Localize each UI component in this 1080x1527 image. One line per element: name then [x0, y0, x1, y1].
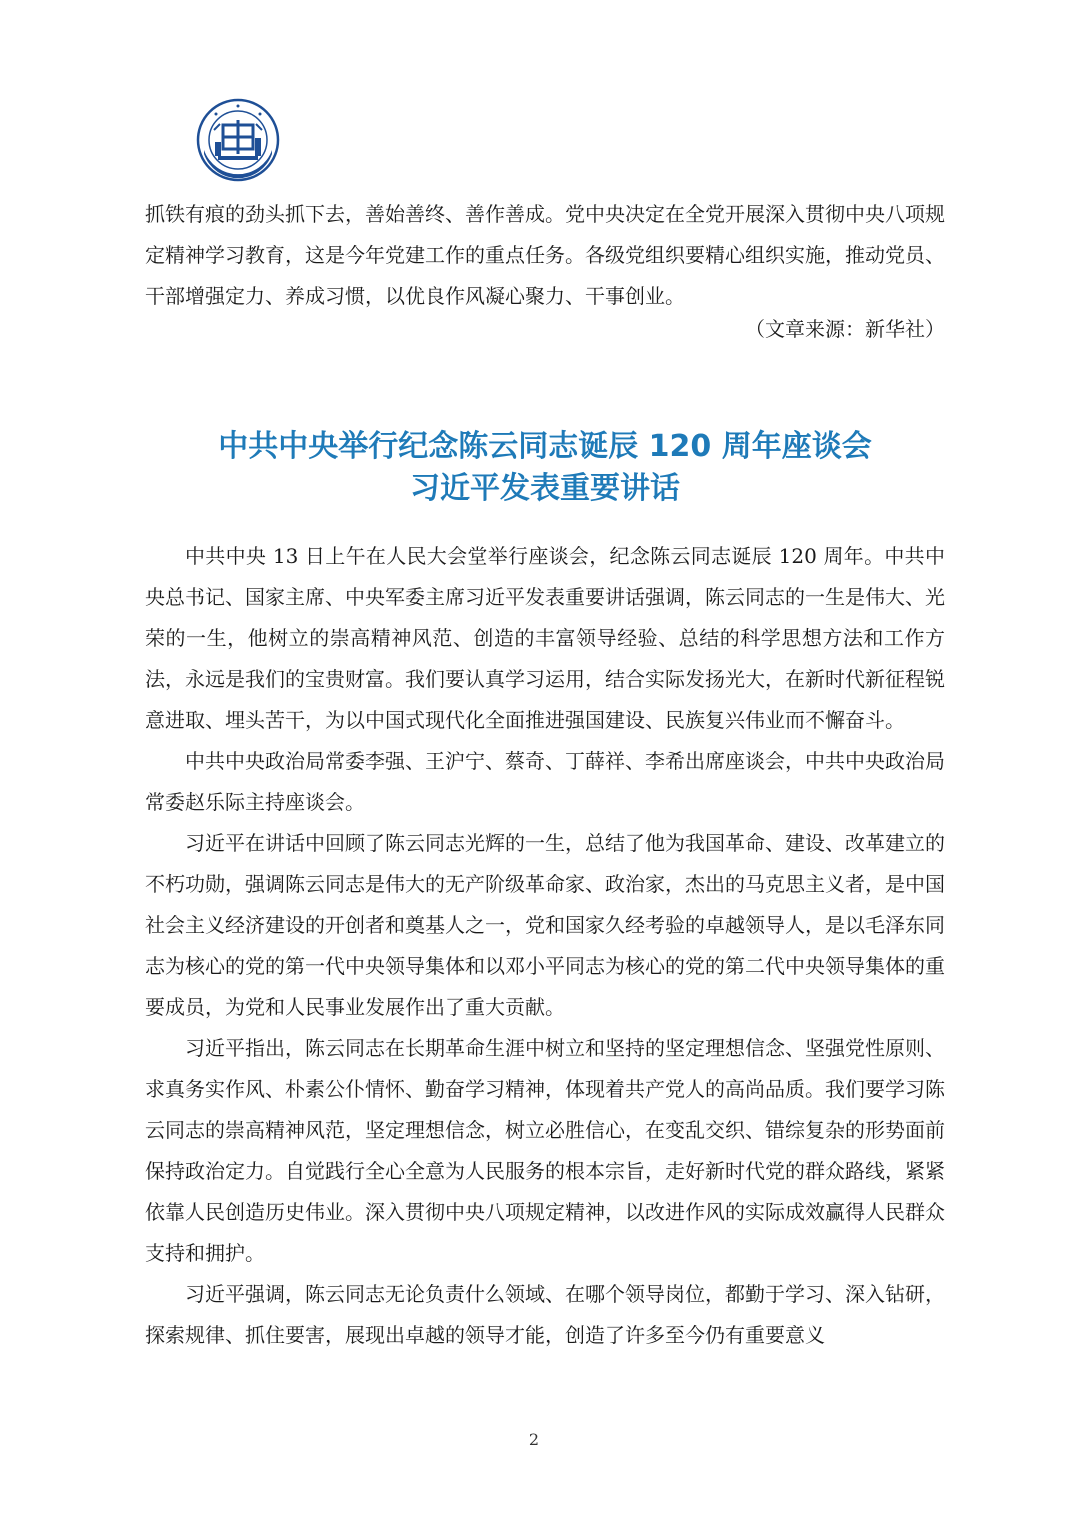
continued-paragraph: 抓铁有痕的劲头抓下去，善始善终、善作善成。党中央决定在全党开展深入贯彻中央八项规定精神学习教育，这是今年党建工作的重点任务。各级党组织要精心组织实施，推动党员、干部增强定力、养成习惯，以优良作风凝心聚力、干事创业。	[145, 202, 945, 308]
page-number: 2	[528, 1430, 540, 1449]
article-paragraph: 中共中央政治局常委李强、王沪宁、蔡奇、丁薛祥、李希出席座谈会，中共中央政治局常委赵乐际主持座谈会。	[145, 749, 945, 814]
emblem-logo	[196, 98, 280, 182]
emblem-logo-icon	[196, 98, 280, 182]
article-body	[145, 536, 945, 1356]
article-title	[0, 426, 1080, 510]
article-paragraph: 习近平在讲话中回顾了陈云同志光辉的一生，总结了他为我国革命、建设、改革建立的不朽功勋，强调陈云同志是伟大的无产阶级革命家、政治家，杰出的马克思主义者，是中国社会主义经济建设的开创者和奠基人之一，党和国家久经考验的卓越领导人，是以毛泽东同志为核心的党的第一代中央领导集体和以邓小平同志为核心的党的第二代中央领导集体的重要成员，为党和人民事业发展作出了重大贡献。	[145, 831, 945, 1019]
article-paragraph: 习近平强调，陈云同志无论负责什么领域、在哪个领导岗位，都勤于学习、深入钻研，探索规律、抓住要害，展现出卓越的领导才能，创造了许多至今仍有重要意义	[145, 1282, 945, 1347]
article-paragraph: 习近平指出，陈云同志在长期革命生涯中树立和坚持的坚定理想信念、坚强党性原则、求真务实作风、朴素公仆情怀、勤奋学习精神，体现着共产党人的高尚品质。我们要学习陈云同志的崇高精神风范，坚定理想信念，树立必胜信心，在变乱交织、错综复杂的形势面前保持政治定力。自觉践行全心全意为人民服务的根本宗旨，走好新时代党的群众路线，紧紧依靠人民创造历史伟业。深入贯彻中央八项规定精神，以改进作风的实际成效赢得人民群众支持和拥护。	[145, 1036, 945, 1265]
article-paragraph: 中共中央 13 日上午在人民大会堂举行座谈会，纪念陈云同志诞辰 120 周年。中共中央总书记、国家主席、中央军委主席习近平发表重要讲话强调，陈云同志的一生是伟大、光荣的一生，他树立的崇高精神风范、创造的丰富领导经验、总结的科学思想方法和工作方法，永远是我们的宝贵财富。我们要认真学习运用，结合实际发扬光大，在新时代新征程锐意进取、埋头苦干，为以中国式现代化全面推进强国建设、民族复兴伟业而不懈奋斗。	[145, 544, 945, 732]
article-title-line-2: 习近平发表重要讲话	[410, 471, 680, 506]
article-source: （文章来源：新华社）	[745, 317, 945, 341]
article-title-line-1: 中共中央举行纪念陈云同志诞辰 120 周年座谈会	[218, 429, 872, 464]
